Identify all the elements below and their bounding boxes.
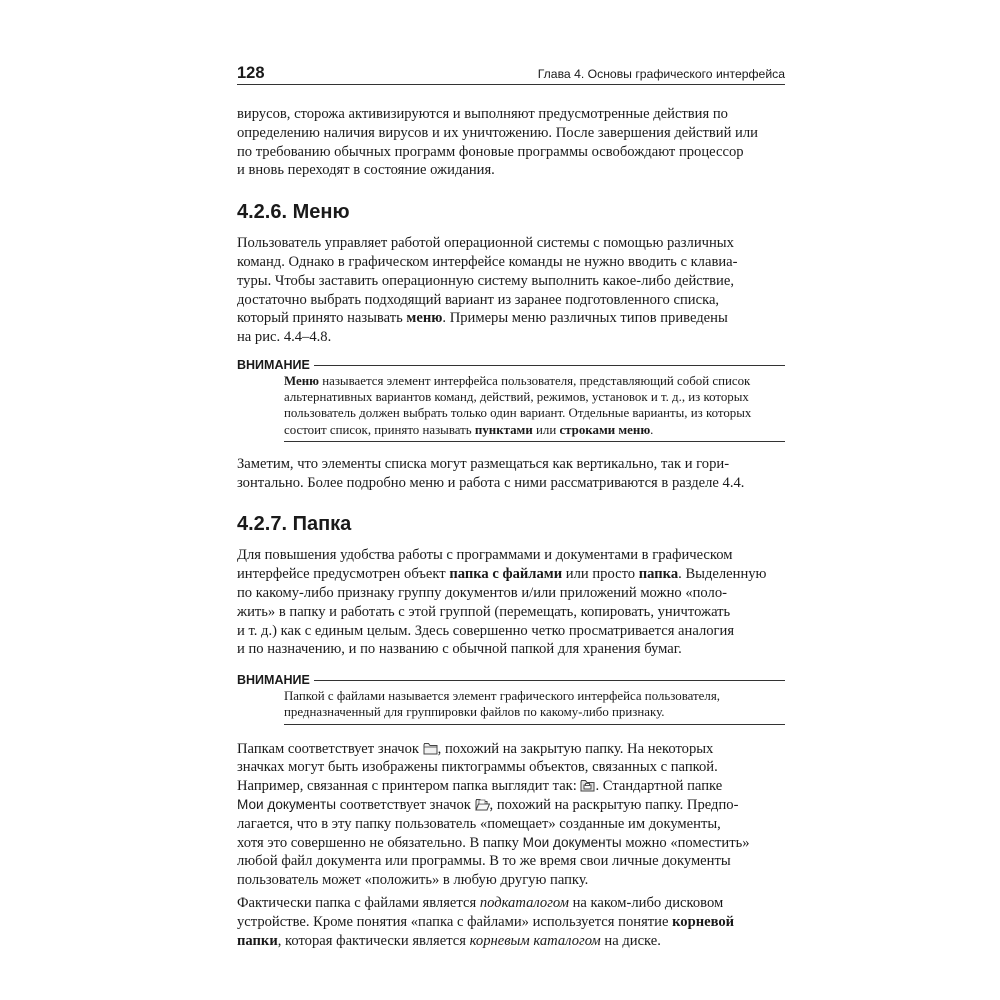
folder-paragraph-3	[237, 894, 785, 950]
text-line: Пользователь управляет работой операционной системы с помощью различных	[237, 235, 734, 252]
notice-line: альтернативных вариантов команд, действий, режимов, установок и т. д., из которых	[284, 390, 749, 405]
notice-label: ВНИМАНИЕ	[237, 673, 310, 688]
notice-line: пользователь должен выбрать только один вариант. Отдельные варианты, из которых	[284, 406, 752, 421]
notice-bottom-rule	[284, 441, 785, 442]
text-line: и т. д.) как с единым целым. Здесь совершенно четко просматривается аналогия	[237, 622, 735, 639]
notice-line: предназначенный для группировки файлов по какому-либо признаку.	[284, 705, 665, 720]
term-menu: меню	[406, 310, 443, 327]
text-line: вирусов, сторожа активизируются и выполняют предусмотренные действия по	[237, 106, 728, 122]
folder-paragraph-2	[237, 740, 785, 890]
text-line: на рис. 4.4–4.8.	[237, 329, 332, 346]
book-page	[237, 62, 785, 950]
section-heading-folder: 4.2.7. Папка	[237, 513, 352, 536]
text-line: Папкам соответствует значок , похожий на закрытую папку. На некоторых	[237, 740, 714, 757]
text-line: Для повышения удобства работы с программами и документами в графическом	[237, 547, 733, 564]
text-line: любой файл документа или программы. В то же время свои личные документы	[237, 853, 731, 870]
text-line: определению наличия вирусов и их уничтожению. После завершения действий или	[237, 124, 758, 141]
printer-folder-icon	[580, 779, 595, 792]
text-line: команд. Однако в графическом интерфейсе команды не нужно вводить с клавиа-	[237, 253, 738, 270]
menu-paragraph-1	[237, 234, 785, 347]
text-line: и вновь переходят в состояние ожидания.	[237, 162, 495, 179]
chapter-title: Глава 4. Основы графического интерфейса	[537, 67, 785, 81]
notice-box-folder	[237, 673, 785, 724]
notice-line: состоит список, принято называть пунктами или строками меню.	[284, 422, 654, 437]
open-folder-icon	[475, 798, 490, 811]
menu-paragraph-2	[237, 455, 785, 493]
text-line: Мои документы соответствует значок , похожий на раскрытую папку. Предпо-	[237, 796, 739, 813]
text-line: туры. Чтобы заставить операционную систему выполнить какое-либо действие,	[237, 272, 734, 289]
section-heading-menu: 4.2.6. Меню	[237, 201, 350, 224]
text-line: пользователь может «положить» в любую другую папку.	[237, 872, 589, 889]
text-line: лагается, что в эту папку пользователь «помещает» созданные им документы,	[237, 815, 721, 832]
running-header	[237, 62, 785, 85]
text-line: который принято называть меню. Примеры меню различных типов приведены	[237, 310, 728, 327]
text-line: значках могут быть изображены пиктограммы объектов, связанных с папкой.	[237, 759, 718, 776]
notice-rule	[314, 365, 785, 366]
closed-folder-icon	[423, 742, 438, 755]
text-line: папки, которая фактически является корневым каталогом на диске.	[237, 932, 661, 949]
notice-rule	[314, 680, 785, 681]
text-line: жить» в папку и работать с этой группой (перемещать, копировать, уничтожать	[237, 603, 731, 620]
notice-box-menu	[237, 358, 785, 442]
text-line: и по назначению, и по названию с обычной папкой для хранения бумаг.	[237, 641, 682, 658]
text-line: Например, связанная с принтером папка выглядит так: . Стандартной папке	[237, 778, 723, 795]
text-line: устройстве. Кроме понятия «папка с файлами» используется понятие корневой	[237, 913, 735, 930]
notice-line: Меню называется элемент интерфейса пользователя, представляющий собой список	[284, 373, 751, 388]
page-number: 128	[237, 64, 265, 82]
text-line: по требованию обычных программ фоновые программы освобождают процессор	[237, 143, 744, 160]
folder-paragraph-1	[237, 546, 785, 659]
text-line: интерфейсе предусмотрен объект папка с файлами или просто папка. Выделенную	[237, 566, 767, 583]
notice-bottom-rule	[284, 724, 785, 725]
my-documents-label: Мои документы	[522, 834, 622, 850]
text-line: хотя это совершенно не обязательно. В папку Мои документы можно «поместить»	[237, 834, 750, 851]
notice-label: ВНИМАНИЕ	[237, 357, 310, 372]
intro-paragraph	[237, 105, 785, 180]
text-line: Заметим, что элементы списка могут размещаться как вертикально, так и гори-	[237, 455, 730, 472]
my-documents-label: Мои документы	[237, 796, 337, 812]
text-line: по какому-либо признаку группу документов и/или приложений можно «поло-	[237, 584, 727, 601]
notice-line: Папкой с файлами называется элемент графического интерфейса пользователя,	[284, 689, 720, 704]
text-line: Фактически папка с файлами является подкаталогом на каком-либо дисковом	[237, 894, 724, 911]
text-line: достаточно выбрать подходящий вариант из заранее подготовленного списка,	[237, 291, 720, 308]
text-line: зонтально. Более подробно меню и работа с ними рассматриваются в разделе 4.4.	[237, 474, 745, 491]
